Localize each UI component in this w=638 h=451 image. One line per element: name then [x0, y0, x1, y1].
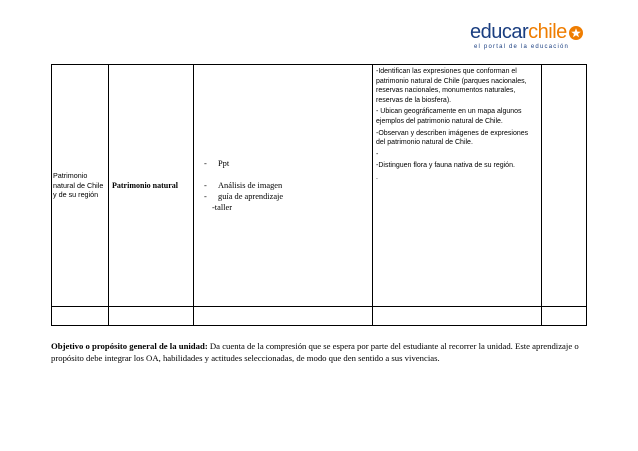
- empty-cell: [542, 65, 587, 307]
- resource-item: [204, 202, 372, 213]
- logo-word-chile: chile: [528, 21, 567, 43]
- logo-word-educar: educar: [470, 21, 529, 43]
- logo-tagline: el portal de la educación: [474, 44, 570, 50]
- indicator-item: - Ubican geográficamente en un mapa algunos ejemplos del patrimonio natural de Chile.: [376, 108, 522, 125]
- unit-objective-paragraph: [51, 341, 586, 364]
- resource-item: [204, 191, 372, 202]
- resource-text: -taller: [212, 203, 232, 212]
- objective-text: Da cuenta de la compresión que se espera por parte del estudiante al recorrer la unidad. Este aprendizaje o propósito debe integrar los OA, habilidades y actitudes seleccionadas, de modo que den sentido a sus vivencias.: [51, 341, 579, 363]
- resource-item: [204, 169, 372, 180]
- table-row: [52, 307, 587, 326]
- indicators-cell: [373, 65, 542, 307]
- resource-text: guía de aprendizaje: [218, 192, 284, 201]
- logo-star-icon: [568, 25, 584, 41]
- table-row: [52, 65, 587, 307]
- resources-cell: [194, 65, 373, 307]
- content-cell: [109, 65, 194, 307]
- logo-wordmark: [470, 21, 567, 43]
- content-text: Patrimonio natural: [112, 181, 178, 190]
- unit-cell: [52, 65, 109, 307]
- indicator-item: -Identifican las expresiones que conforman el patrimonio natural de Chile (parques nacionales, reservas nacionales, monumentos naturales, reservas de la biosfera).: [376, 68, 527, 104]
- indicator-item: -: [376, 150, 379, 158]
- unit-text: Patrimonio natural de Chile y de su región: [53, 171, 104, 200]
- resource-text: Ppt: [218, 159, 230, 168]
- resource-dash: -: [204, 192, 207, 201]
- resource-dash: -: [204, 181, 207, 190]
- objective-label: Objetivo o propósito general de la unidad:: [51, 341, 208, 351]
- resource-dash: -: [204, 159, 207, 168]
- educarchile-logo: [470, 21, 586, 57]
- empty-cell: [109, 307, 194, 326]
- empty-cell: [373, 307, 542, 326]
- indicator-item: -Observan y describen imágenes de expresiones del patrimonio natural de Chile.: [376, 129, 529, 147]
- empty-cell: [194, 307, 373, 326]
- empty-cell: [52, 307, 109, 326]
- resource-item: [204, 180, 372, 191]
- indicator-item: -Distinguen flora y fauna nativa de su región.: [376, 162, 515, 170]
- planning-table: [51, 64, 587, 326]
- empty-cell: [542, 307, 587, 326]
- indicator-item: .: [376, 173, 378, 181]
- resource-item: [204, 158, 372, 169]
- resource-text: Análisis de imagen: [218, 181, 283, 190]
